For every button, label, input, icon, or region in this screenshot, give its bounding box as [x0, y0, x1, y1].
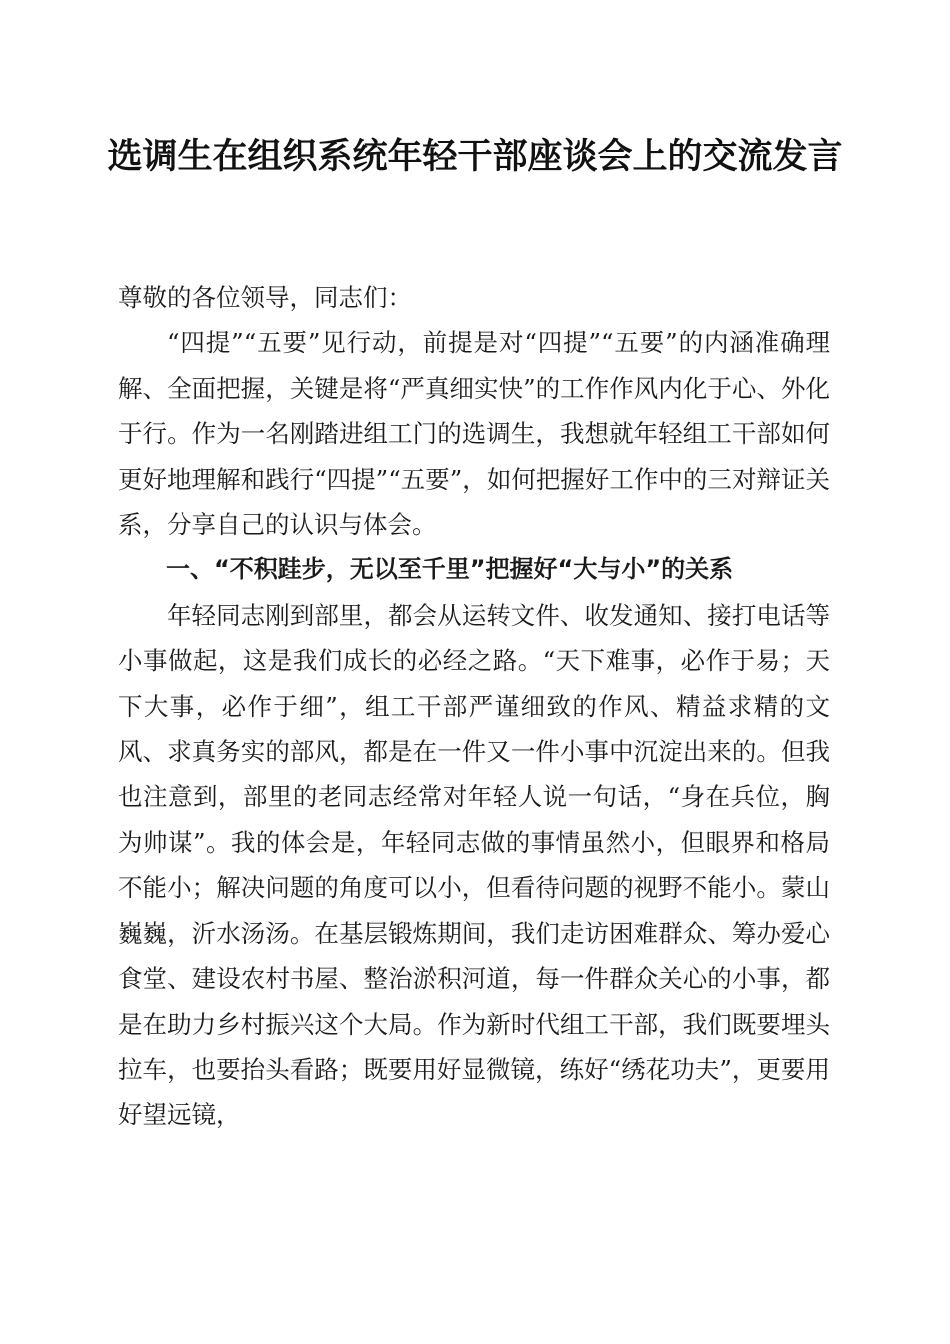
paragraph-intro: “四提”“五要”见行动，前提是对“四提”“五要”的内涵准确理解、全面把握，关键是将“严真细实快”的工作作风内化于心、外化于行。作为一名刚踏进组工门的选调生，我想就年轻组工干部如何更好地理解和践行“四提”“五要”，如何把握好工作中的三对辩证关系，分享自己的认识与体会。: [118, 328, 830, 540]
paragraph-section-1: 年轻同志刚到部里，都会从运转文件、收发通知、接打电话等小事做起，这是我们成长的必经之路。“天下难事，必作于易；天下大事，必作于细”，组工干部严谨细致的作风、精益求精的文风、求真务实的部风，都是在一件又一件小事中沉淀出来的。但我也注意到，部里的老同志经常对年轻人说一句话，“身在兵位，胸为帅谋”。我的体会是，年轻同志做的事情虽然小，但眼界和格局不能小；解决问题的角度可以小，但看待问题的视野不能小。蒙山巍巍，沂水汤汤。在基层锻炼期间，我们走访困难群众、筹办爱心食堂、建设农村书屋、整治淤积河道，每一件群众关心的小事，都是在助力乡村振兴这个大局。作为新时代组工干部，我们既要埋头拉车，也要抬头看路；既要用好显微镜，练好“绣花功夫”，更要用好望远镜，: [118, 600, 830, 1130]
salutation: 尊敬的各位领导，同志们：: [118, 283, 412, 312]
document-title: 选调生在组织系统年轻干部座谈会上的交流发言: [107, 136, 843, 177]
section-heading-1: 一、“不积跬步，无以至千里”把握好“大与小”的关系: [166, 555, 734, 584]
document-body: [118, 275, 830, 1138]
